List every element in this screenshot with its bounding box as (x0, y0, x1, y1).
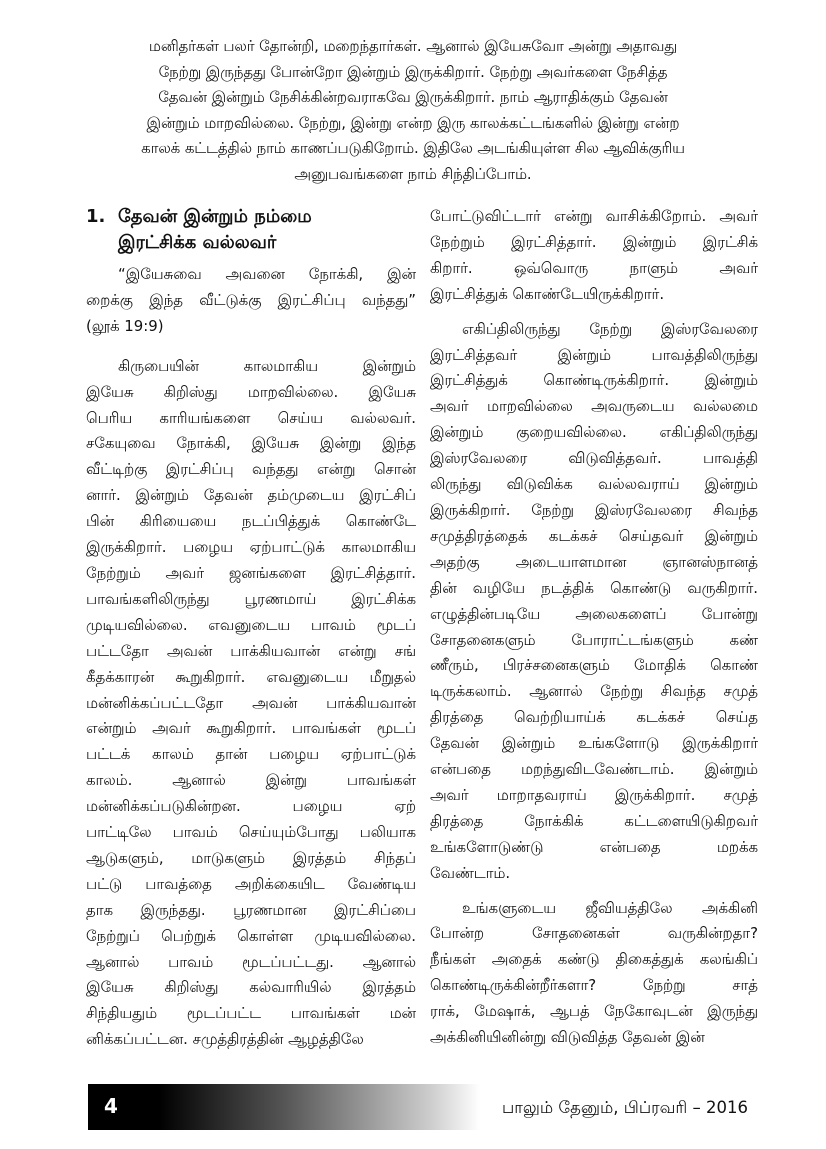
publication-info: பாலும் தேனும், பிப்ரவரி – 2016 (502, 1098, 749, 1117)
text-line: மன்னிக்கப்பட்டதோ அவன் பாக்கியவான் (86, 693, 416, 712)
text-line: போன்ற சோதனைகள் வருகின்றதா? (430, 924, 758, 943)
paragraph-gap (86, 340, 416, 354)
text-line: அக்கினியினின்று விடுவித்த தேவன் இன் (430, 1028, 705, 1047)
text-line: “இயேசுவை அவனை நோக்கி, இன் (118, 265, 416, 283)
text-line: சமுத்திரத்தைக் கடக்கச் செய்தவர் இன்றும் (430, 526, 758, 545)
text-line: உங்களுடைய ஜீவியத்திலே அக்கினி (462, 898, 758, 917)
text-line: கிருபையின் காலமாகிய இன்றும் (118, 356, 416, 375)
text-line: சோதனைகளும் போராட்டங்களும் கண் (430, 630, 758, 649)
text-line: றைக்கு இந்த வீட்டுக்கு இரட்சிப்பு வந்தது” (86, 290, 416, 309)
text-line: அவர் மாறவில்லை அவருடைய வல்லமை (430, 397, 758, 416)
intro-paragraph (60, 34, 766, 188)
text-line: னிக்கப்பட்டன. சமுத்திரத்தின் ஆழத்திலே (86, 1030, 364, 1049)
text-line: உங்களோடுண்டு என்பதை மறக்க (430, 837, 758, 856)
text-line: இயேசு கிறிஸ்து மாறவில்லை. இயேசு (86, 382, 416, 401)
section-title-line: இரட்சிக்க வல்லவர் (118, 232, 277, 253)
text-line: தாக இருந்தது. பூரணமான இரட்சிப்பை (86, 900, 416, 919)
section-title (118, 204, 312, 256)
text-line: பட்டதோ அவன் பாக்கியவான் என்று சங் (86, 641, 416, 660)
text-line: இருக்கிறார். நேற்று இஸ்ரவேலரை சிவந்த (430, 500, 758, 519)
text-line: ஆடுகளும், மாடுகளும் இரத்தம் சிந்தப் (86, 848, 416, 867)
text-line: நேற்றுப் பெற்றுக் கொள்ள முடியவில்லை. (86, 926, 416, 945)
text-line: பின் கிரியையை நடப்பித்துக் கொண்டே (86, 512, 416, 531)
paragraph (86, 262, 416, 340)
intro-line: அனுபவங்களை நாம் சிந்திப்போம். (294, 165, 532, 183)
intro-line: காலக் கட்டத்தில் நாம் காணப்படுகிறோம். இதிலே அடங்கியுள்ள சில ஆவிக்குரிய (141, 140, 685, 158)
text-line: தேவன் இன்றும் உங்களோடு இருக்கிறார் (430, 734, 758, 753)
paragraph (430, 317, 758, 887)
page-number: 4 (104, 1094, 118, 1118)
text-line: தின் வழியே நடத்திக் கொண்டு வருகிறார். (430, 578, 758, 597)
text-line: இரட்சித்துக் கொண்டேயிருக்கிறார். (430, 284, 665, 303)
text-line: நேற்றும் இரட்சித்தார். இன்றும் இரட்சிக் (430, 232, 758, 251)
text-line: நீங்கள் அதைக் கண்டு திகைத்துக் கலங்கிப் (430, 950, 758, 969)
footer-bar (88, 1084, 480, 1130)
text-line: என்பதை மறந்துவிடவேண்டாம். இன்றும் (430, 760, 758, 779)
text-line: மன்னிக்கப்படுகின்றன. பழைய ஏற் (86, 797, 416, 816)
text-line: வீட்டிற்கு இரட்சிப்பு வந்தது என்று சொன் (86, 460, 416, 479)
section-heading (86, 204, 416, 256)
text-line: காலம். ஆனால் இன்று பாவங்கள் (86, 771, 416, 790)
paragraph-gap (430, 308, 758, 317)
text-line: ராக், மேஷாக், ஆபத் நேகோவுடன் இருந்து (430, 1002, 758, 1021)
text-line: கீதக்காரன் கூறுகிறார். எவனுடைய மீறுதல் (86, 667, 416, 686)
text-line: இயேசு கிறிஸ்து கல்வாரியில் இரத்தம் (86, 978, 416, 997)
text-line: (லூக் 19:9) (86, 316, 164, 335)
text-line: கிறார். ஒவ்வொரு நாளும் அவர் (430, 258, 758, 277)
paragraph (430, 204, 758, 308)
text-line: சிந்தியதும் மூடப்பட்ட பாவங்கள் மன் (86, 1004, 416, 1023)
text-line: பட்டு பாவத்தை அறிக்கையிட வேண்டிய (86, 874, 416, 893)
paragraph (430, 896, 758, 1051)
text-line: அவர் மாறாதவராய் இருக்கிறார். சமுத் (430, 785, 758, 804)
text-line: ணீரும், பிரச்சனைகளும் மோதிக் கொண் (430, 656, 758, 675)
text-line: முடியவில்லை. எவனுடைய பாவம் மூடப் (86, 615, 416, 634)
text-line: நேற்றும் அவர் ஜனங்களை இரட்சித்தார். (86, 563, 416, 582)
intro-line: மனிதர்கள் பலர் தோன்றி, மறைந்தார்கள். ஆனால் இயேசுவோ அன்று அதாவது (148, 38, 678, 55)
text-line: பாட்டிலே பாவம் செய்யும்போது பலியாக (86, 823, 416, 842)
text-line: பட்டக் காலம் தான் பழைய ஏற்பாட்டுக் (86, 745, 416, 764)
paragraph-gap (430, 887, 758, 896)
text-line: போட்டுவிட்டார் என்று வாசிக்கிறோம். அவர் (430, 207, 758, 225)
intro-line: தேவன் இன்றும் நேசிக்கின்றவராகவே இருக்கிறார். நாம் ஆராதிக்கும் தேவன் (158, 89, 668, 107)
text-line: கொண்டிருக்கின்றீர்களா? நேற்று சாத் (430, 976, 758, 995)
text-line: சகேயுவை நோக்கி, இயேசு இன்று இந்த (86, 434, 416, 453)
text-line: எகிப்திலிருந்து நேற்று இஸ்ரவேலரை (462, 319, 758, 338)
text-line: டிருக்கலாம். ஆனால் நேற்று சிவந்த சமுத் (430, 682, 758, 701)
text-line: இஸ்ரவேலரை விடுவித்தவர். பாவத்தி (430, 449, 758, 468)
intro-line: இன்றும் மாறவில்லை. நேற்று, இன்று என்ற இரு காலக்கட்டங்களில் இன்று என்ற (146, 114, 680, 132)
text-line: ஆனால் பாவம் மூடப்பட்டது. ஆனால் (86, 952, 416, 971)
text-line: இரட்சித்துக் கொண்டிருக்கிறார். இன்றும் (430, 371, 758, 390)
section-number: 1. (86, 206, 106, 227)
text-line: வேண்டாம். (430, 863, 511, 882)
right-column (430, 204, 758, 1051)
text-line: அதற்கு அடையாளமான ஞானஸ்நானத் (430, 552, 758, 571)
intro-line: நேற்று இருந்தது போன்றோ இன்றும் இருக்கிறார். நேற்று அவர்களை நேசித்த (158, 63, 668, 81)
paragraph (86, 354, 416, 1053)
text-line: னார். இன்றும் தேவன் தம்முடைய இரட்சிப் (86, 486, 416, 505)
text-line: லிருந்து விடுவிக்க வல்லவராய் இன்றும் (430, 475, 758, 494)
section-title-line: தேவன் இன்றும் நம்மை (118, 206, 312, 227)
text-line: பெரிய காரியங்களை செய்ய வல்லவர். (86, 408, 416, 427)
text-line: இன்றும் குறையவில்லை. எகிப்திலிருந்து (430, 423, 758, 442)
text-line: பாவங்களிலிருந்து பூரணமாய் இரட்சிக்க (86, 589, 416, 608)
text-line: என்றும் அவர் கூறுகிறார். பாவங்கள் மூடப் (86, 719, 416, 738)
text-line: எழுத்தின்படியே அலைகளைப் போன்று (430, 604, 758, 623)
text-line: இருக்கிறார். பழைய ஏற்பாட்டுக் காலமாகிய (86, 538, 416, 557)
left-column (86, 204, 416, 1053)
text-line: திரத்தை நோக்கிக் கட்டளையிடுகிறவர் (430, 811, 758, 830)
text-line: இரட்சித்தவர் இன்றும் பாவத்திலிருந்து (430, 345, 758, 364)
text-line: திரத்தை வெற்றியாய்க் கடக்கச் செய்த (430, 708, 758, 727)
